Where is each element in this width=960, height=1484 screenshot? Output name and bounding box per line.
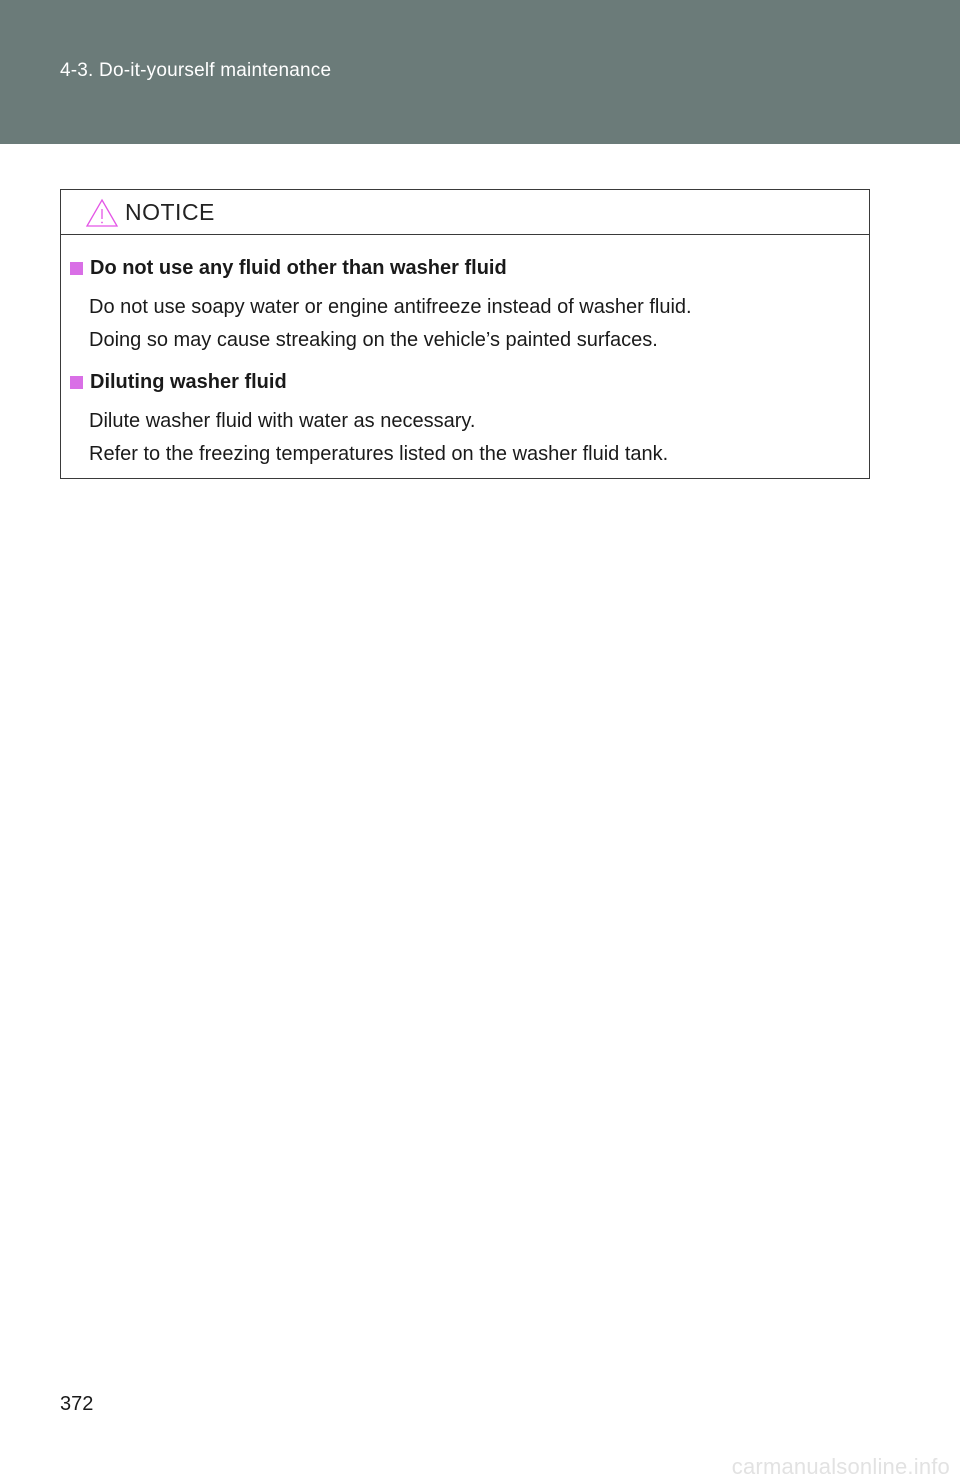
notice-item-line: Do not use soapy water or engine antifreeze instead of washer fluid. — [89, 296, 692, 318]
warning-triangle-icon — [85, 198, 119, 228]
notice-header — [61, 190, 869, 235]
notice-item-heading — [61, 255, 869, 281]
page-number: 372 — [60, 1393, 94, 1415]
header-band — [0, 0, 960, 144]
notice-item — [61, 369, 869, 471]
notice-item-line: Dilute washer fluid with water as necessary. — [89, 410, 476, 432]
notice-item-heading-text: Do not use any fluid other than washer fluid — [90, 256, 507, 279]
notice-item-text — [89, 405, 869, 471]
notice-item-heading — [61, 369, 869, 395]
notice-title: NOTICE — [125, 199, 215, 225]
notice-box — [60, 189, 870, 479]
watermark: carmanualsonline.info — [731, 1454, 950, 1479]
square-bullet-icon — [70, 376, 83, 389]
square-bullet-icon — [70, 262, 83, 275]
notice-item-text — [89, 291, 869, 357]
notice-item-line: Refer to the freezing temperatures listed on the washer fluid tank. — [89, 443, 669, 465]
notice-item — [61, 255, 869, 357]
section-title: 4-3. Do-it-yourself maintenance — [60, 60, 332, 81]
notice-body — [61, 235, 869, 471]
notice-item-line: Doing so may cause streaking on the vehicle’s painted surfaces. — [89, 329, 658, 351]
notice-item-heading-text: Diluting washer fluid — [90, 370, 287, 393]
